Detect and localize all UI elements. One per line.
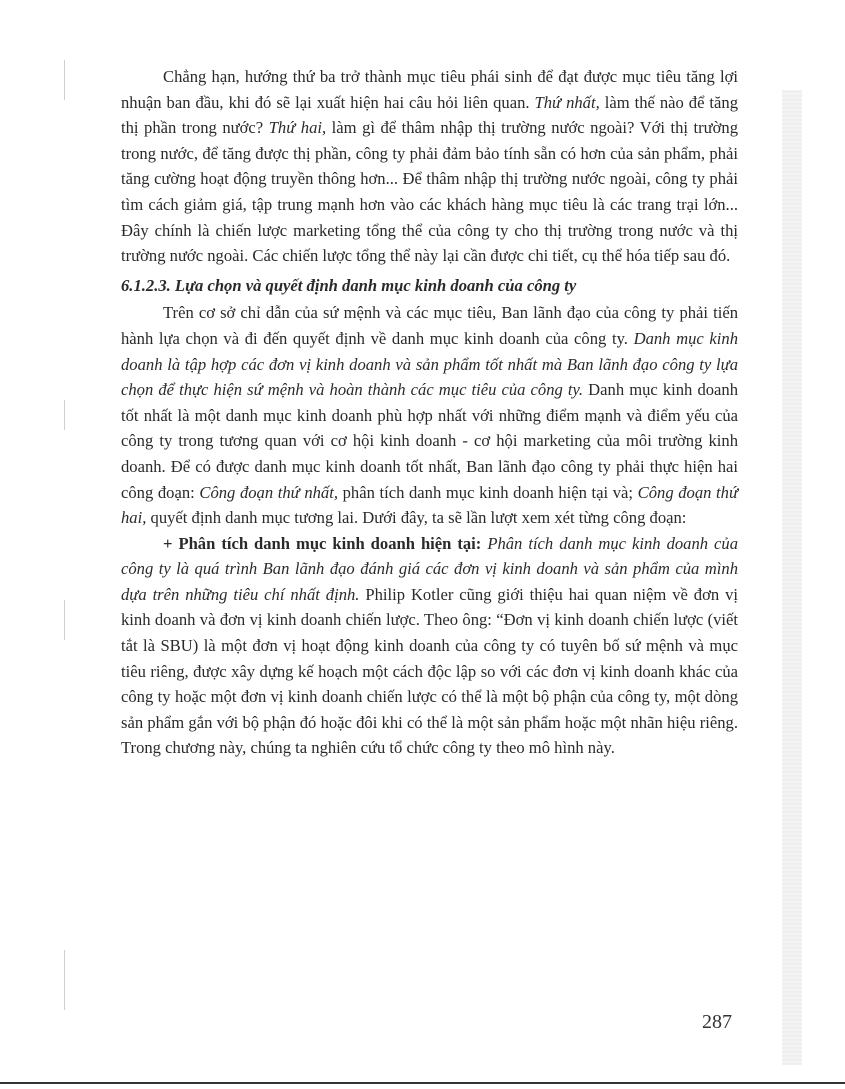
page-edge-shadow [782, 90, 802, 1065]
margin-mark [64, 60, 65, 100]
italic-run: Thứ hai, [268, 118, 327, 138]
italic-run: Công đoạn thứ hai, [121, 482, 738, 528]
italic-run: Thứ nhất, [534, 92, 600, 112]
italic-run: Phân tích danh mục kinh doanh của công ty là quá trình Ban lãnh đạo đánh giá các đơn vị kinh doanh và sản phẩm của mình dựa trên những tiêu chí nhất định. [121, 533, 738, 604]
section-heading: 6.1.2.3. Lựa chọn và quyết định danh mục kinh doanh của công ty [121, 275, 577, 295]
text-run: Trên cơ sở chỉ dẫn của sứ mệnh và các mục tiêu, Ban lãnh đạo của công ty phải tiến hành lựa chọn và đi đến quyết định về danh mục kinh doanh của công ty. [121, 303, 738, 348]
text-run: Philip Kotler cũng giới thiệu hai quan niệm về đơn vị kinh doanh và đơn vị kinh doanh chiến lược. Theo ông: “Đơn vị kinh doanh chiến lược (viết tắt là SBU) là một đơn vị hoạt động kinh doanh của công ty có tuyên bố sứ mệnh và mục tiêu riêng, được xây dựng kế hoạch một cách độc lập so với các đơn vị kinh doanh khác của công ty hoặc một đơn vị kinh doanh chiến lược có thể là một bộ phận của công ty, một dòng sản phẩm gắn với bộ phận đó hoặc đôi khi có thể là một sản phẩm hoặc một nhãn hiệu riêng. Trong chương này, chúng ta nghiên cứu tổ chức công ty theo mô hình này. [121, 584, 738, 758]
paragraph [121, 64, 738, 269]
italic-run: Danh mục kinh doanh là tập hợp các đơn vị kinh doanh và sản phẩm tốt nhất mà Ban lãnh đạo công ty lựa chọn để thực hiện sứ mệnh và hoàn thành các mục tiêu của công ty. [121, 328, 739, 400]
text-run: quyết định danh mục tương lai. Dưới đây, ta sẽ lần lượt xem xét từng công đoạn: [150, 508, 687, 528]
text-run: Danh mục kinh doanh tốt nhất là một danh mục kinh doanh phù hợp nhất với những điểm mạnh và điểm yếu của công ty trong tương quan với cơ hội kinh doanh - cơ hội marketing của môi trường kinh doanh. Để có được danh mục kinh doanh tốt nhất, Ban lãnh đạo công ty phải thực hiện hai công đoạn: [121, 380, 738, 502]
margin-mark [64, 400, 65, 430]
paragraph [121, 300, 738, 530]
bottom-border [0, 1082, 845, 1084]
text-run: làm thế nào để tăng thị phần trong nước? [121, 92, 738, 138]
page-number: 287 [702, 1011, 732, 1033]
bold-run: + Phân tích danh mục kinh doanh hiện tại: [163, 533, 482, 553]
body-text [121, 64, 738, 761]
margin-mark [64, 950, 65, 1010]
margin-mark [64, 600, 65, 640]
text-run: Chẳng hạn, hướng thứ ba trở thành mục tiêu phái sinh để đạt được mục tiêu tăng lợi nhuận ban đầu, khi đó sẽ lại xuất hiện hai câu hỏi liên quan. [121, 67, 738, 112]
text-run: phân tích danh mục kinh doanh hiện tại và; [342, 482, 634, 502]
text-run: làm gì để thâm nhập thị trường nước ngoài? Với thị trường trong nước, để tăng được thị phần, công ty phải đảm bảo tính sẵn có hơn của sản phẩm, phải tăng cường hoạt động truyền thông hơn... Để thâm nhập thị trường nước ngoài, công ty phải tìm cách giảm giá, tập trung mạnh hơn vào các khách hàng mục tiêu là các trang trại lớn... Đây chính là chiến lược marketing tổng thể của công ty cho thị trường trong nước và thị trường nước ngoài. Các chiến lược tổng thể này lại cần được chi tiết, cụ thể hóa tiếp sau đó. [121, 118, 739, 266]
italic-run: Công đoạn thứ nhất, [199, 482, 338, 502]
paragraph [121, 531, 738, 761]
